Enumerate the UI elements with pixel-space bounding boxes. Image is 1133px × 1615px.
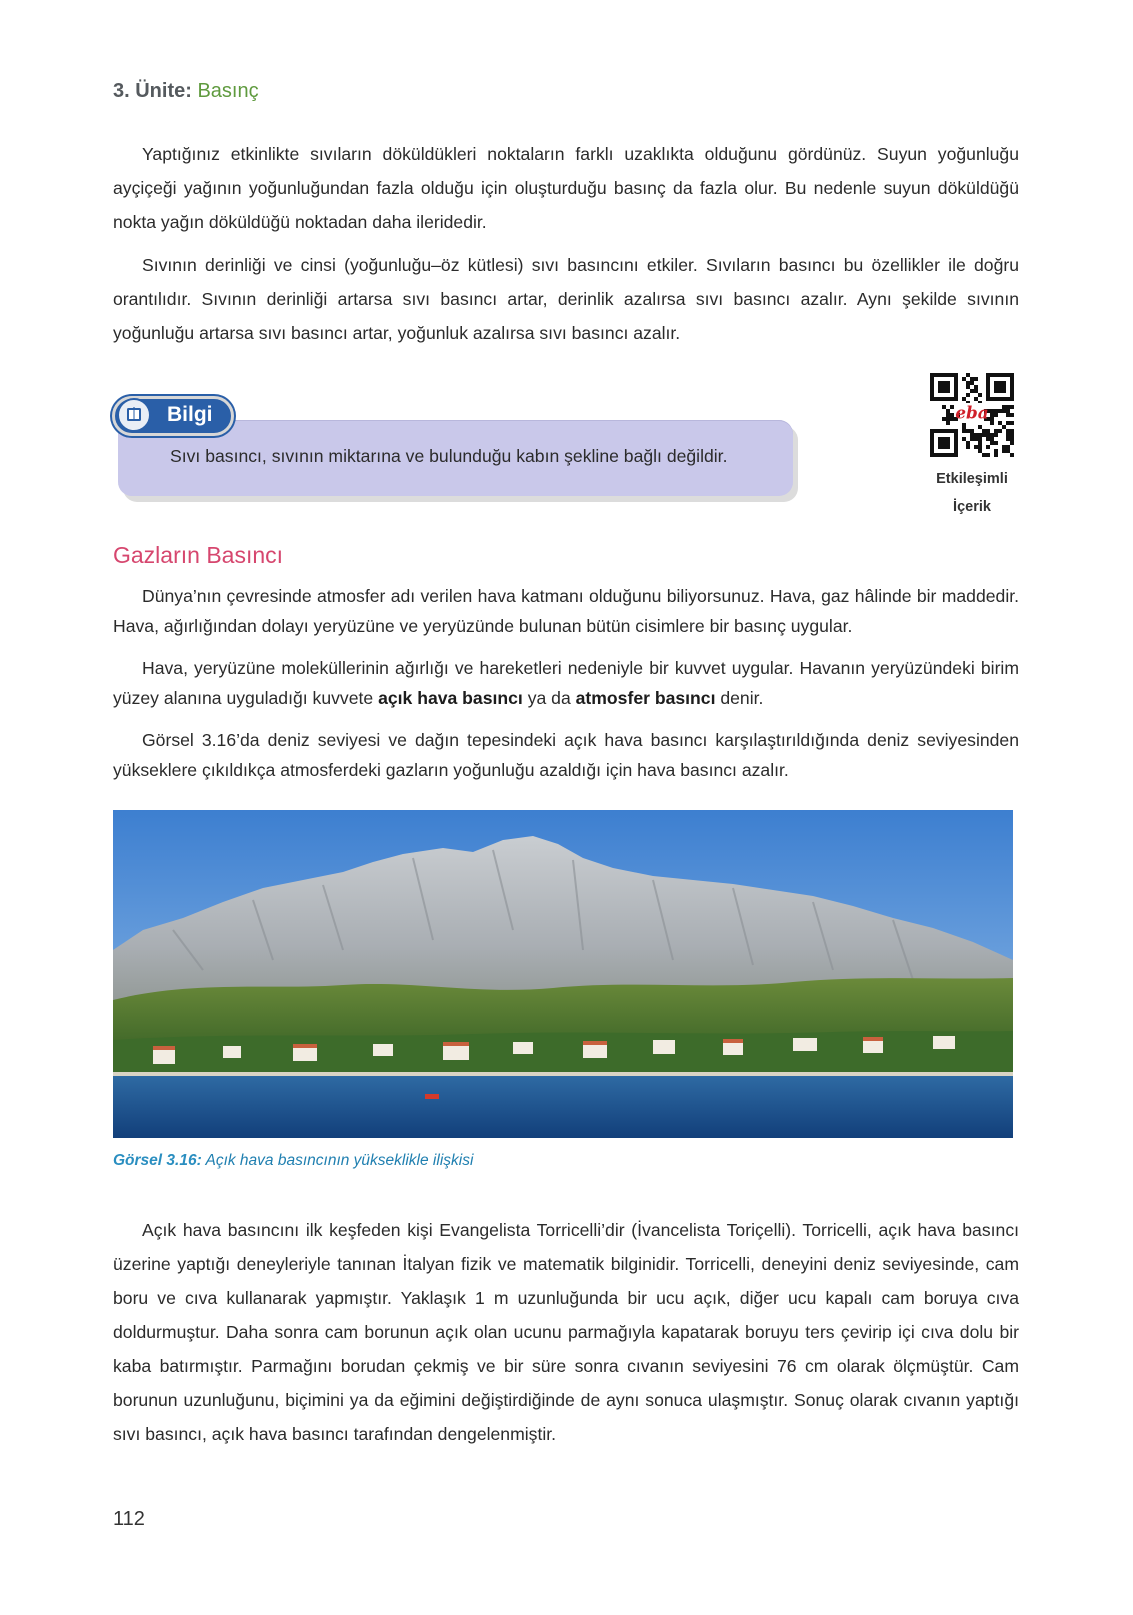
unit-header	[113, 80, 259, 103]
page-number: 112	[113, 1508, 145, 1530]
section-paragraph-2-conj: ya da	[522, 688, 576, 708]
torricelli-paragraph: Açık hava basıncını ilk keşfeden kişi Evangelista Torricelli’dir (İvancelista Toriçelli). Torricelli, açık hava basıncı üzerine yaptığı deneyleriyle tanınan İtalyan fizik ve matematik bilginidir. Torricelli, deneyini deniz seviyesinde, cam boru ve cıva kullanarak yapmıştır. Yaklaşık 1 m uzunluğunda bir ucu açık, diğer ucu kapalı cam boruya cıva doldurmuştur. Daha sonra cam borunun açık olan ucunu parmağıyla kapatarak boruyu ters çevirip içi cıva dolu bir kaba batırmıştır. Parmağını borudan çekmiş ve bir süre sonra cıvanın seviyesini 76 cm olarak ölçmüştür. Cam borunun uzunluğunu, biçimini ya da eğimini değiştirdiğinde de aynı sonuca ulaşmıştır. Sonuç olarak cıvanın yaptığı sıvı basıncı, açık hava basıncı tarafından dengelenmiştir.	[113, 1220, 1019, 1444]
intro-paragraph-1: Yaptığınız etkinlikte sıvıların döküldükleri noktaların farklı uzaklıkta olduğunu gördünüz. Suyun yoğunluğu ayçiçeği yağının yoğunluğundan fazla olduğu için oluşturduğu basınç da fazla olur. Bu nedenle suyun döküldüğü nokta yağın döküldüğü noktadan daha ileridedir.	[113, 144, 1019, 232]
qr-label	[910, 465, 1034, 521]
qr-label-line2: İçerik	[953, 499, 991, 515]
info-box-label: Bilgi	[167, 403, 213, 426]
unit-number: 3. Ünite:	[113, 80, 192, 102]
figure-caption	[113, 1152, 473, 1170]
section-paragraph-2	[113, 653, 1019, 713]
section-paragraph-3: Görsel 3.16’da deniz seviyesi ve dağın tepesindeki açık hava basıncı karşılaştırıldığında deniz seviyesinden yükseklere çıkıldıkça atmosferdeki gazların yoğunluğu azaldığı için hava basıncı azalır.	[113, 730, 1019, 780]
section-paragraph-2-text: Hava, yeryüzüne moleküllerinin ağırlığı ve hareketleri nedeniyle bir kuvvet uygular. Havanın yeryüzündeki birim yüzey alanına uyguladığı kuvvete	[113, 658, 1019, 708]
section-paragraph-1: Dünya’nın çevresinde atmosfer adı verilen hava katmanı olduğunu biliyorsunuz. Hava, gaz hâlinde bir maddedir. Hava, ağırlığından dolayı yeryüzüne ve yeryüzünde bulunan bütün cisimlere bir basınç uygular.	[113, 586, 1019, 636]
figure-label: Görsel 3.16:	[113, 1152, 202, 1169]
unit-topic: Basınç	[197, 80, 259, 102]
term-open-air-pressure: açık hava basıncı	[378, 688, 523, 708]
section-paragraph-2-end: denir.	[715, 688, 764, 708]
qr-code[interactable]	[930, 373, 1014, 457]
book-icon	[117, 398, 151, 432]
figure-caption-text: Açık hava basıncının yükseklikle ilişkisi	[201, 1152, 474, 1169]
intro-paragraph-2: Sıvının derinliği ve cinsi (yoğunluğu–öz kütlesi) sıvı basıncını etkiler. Sıvıların basıncı bu özellikler ile doğru orantılıdır. Sıvının derinliği artarsa sıvı basıncı artar, derinlik azalırsa sıvı basıncı azalır. Aynı şekilde sıvının yoğunluğu artarsa sıvı basıncı artar, yoğunluk azalırsa sıvı basıncı azalır.	[113, 255, 1019, 343]
qr-label-line1: Etkileşimli	[936, 471, 1008, 487]
mountain-coast-photo	[113, 810, 1013, 1138]
svg-text:eba: eba	[955, 402, 989, 423]
term-atmospheric-pressure: atmosfer basıncı	[575, 688, 716, 708]
info-box-text: Sıvı basıncı, sıvının miktarına ve bulunduğu kabın şekline bağlı değildir.	[170, 446, 728, 466]
section-title: Gazların Basıncı	[113, 542, 284, 568]
